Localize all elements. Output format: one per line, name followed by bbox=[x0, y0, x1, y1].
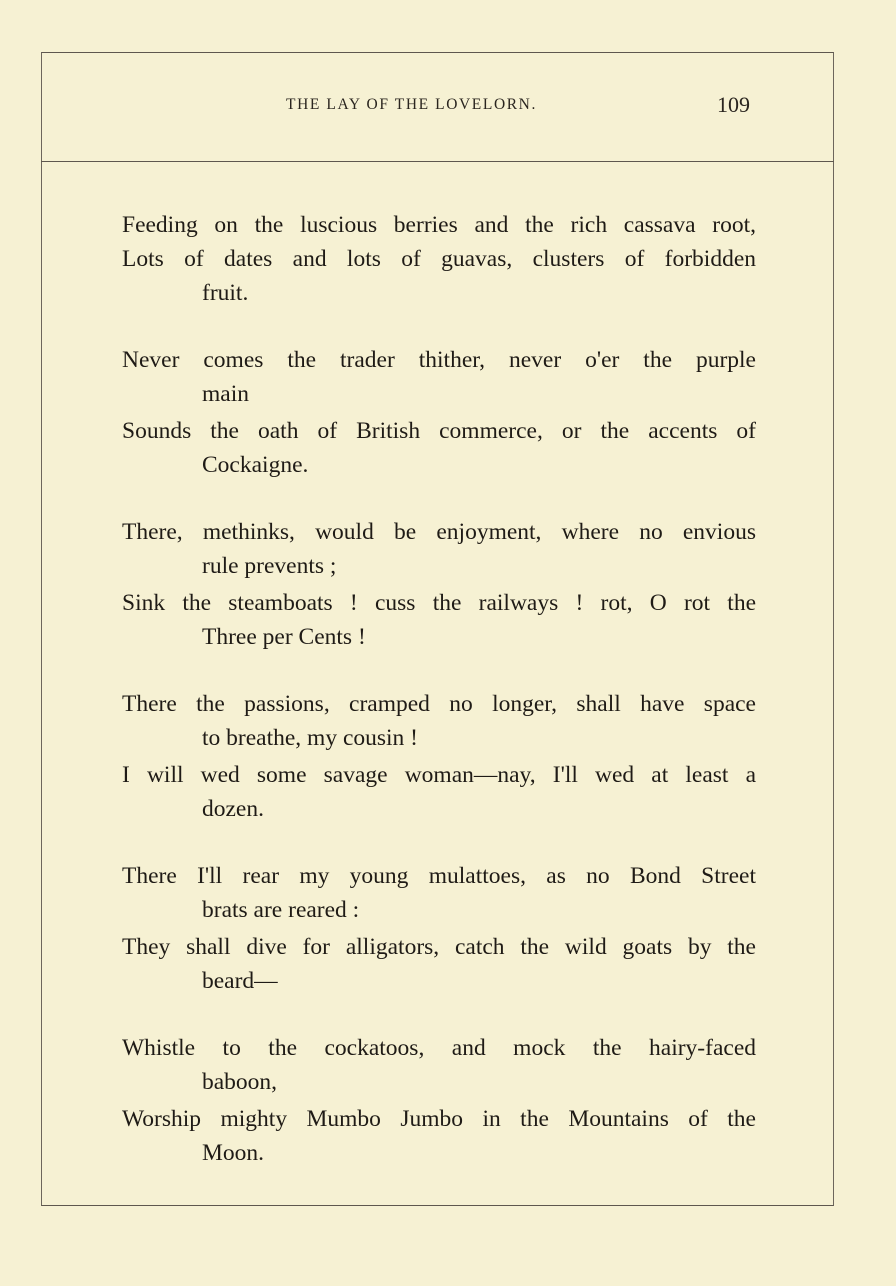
verse-line-continuation: Three per Cents ! bbox=[202, 624, 366, 650]
verse-line-continuation: Cockaigne. bbox=[202, 452, 309, 478]
stanza-2 bbox=[122, 343, 756, 482]
page-number: 109 bbox=[717, 92, 750, 117]
verse-line-continuation: to breathe, my cousin ! bbox=[202, 725, 419, 751]
verse-line: Never comes the trader thither, never o'er the purple bbox=[122, 347, 756, 373]
verse-line: Sounds the oath of British commerce, or the accents of bbox=[122, 418, 756, 444]
verse-line-continuation: dozen. bbox=[202, 796, 264, 822]
verse-line: They shall dive for alligators, catch the wild goats by the bbox=[122, 934, 756, 960]
verse-line-continuation: fruit. bbox=[202, 280, 249, 306]
verse-line-continuation: baboon, bbox=[202, 1069, 278, 1095]
header-rule bbox=[41, 161, 834, 162]
verse-line: Whistle to the cockatoos, and mock the hairy-faced bbox=[122, 1035, 756, 1061]
stanza-1 bbox=[122, 208, 756, 310]
verse-line: Sink the steamboats ! cuss the railways ! rot, O rot the bbox=[122, 590, 756, 616]
stanza-3 bbox=[122, 515, 756, 654]
verse-line-continuation: main bbox=[202, 381, 249, 407]
verse-line: Worship mighty Mumbo Jumbo in the Mountains of the bbox=[122, 1106, 756, 1132]
verse-line: I will wed some savage woman—nay, I'll wed at least a bbox=[122, 762, 756, 788]
verse-line-continuation: Moon. bbox=[202, 1140, 265, 1166]
stanza-4 bbox=[122, 687, 756, 826]
verse-line-continuation: beard— bbox=[202, 968, 278, 994]
verse-line: There the passions, cramped no longer, shall have space bbox=[122, 691, 756, 717]
verse-line: Feeding on the luscious berries and the rich cassava root, bbox=[122, 212, 756, 238]
verse-line: Lots of dates and lots of guavas, clusters of forbidden bbox=[122, 246, 756, 272]
running-head-title: THE LAY OF THE LOVELORN. bbox=[286, 96, 537, 113]
poem-body bbox=[122, 208, 756, 1203]
verse-line: There I'll rear my young mulattoes, as no Bond Street bbox=[122, 863, 756, 889]
stanza-5 bbox=[122, 859, 756, 998]
verse-line-continuation: brats are reared : bbox=[202, 897, 360, 923]
verse-line: There, methinks, would be enjoyment, where no envious bbox=[122, 519, 756, 545]
stanza-6 bbox=[122, 1031, 756, 1170]
verse-line-continuation: rule prevents ; bbox=[202, 553, 337, 579]
